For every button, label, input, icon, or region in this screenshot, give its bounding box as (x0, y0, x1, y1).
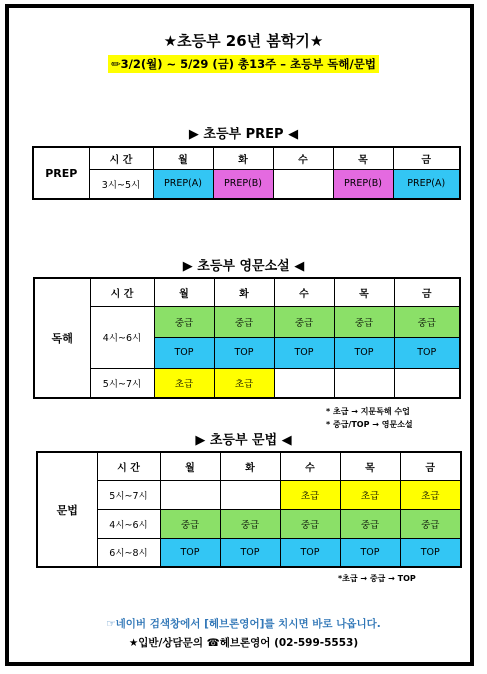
class-cell: 초급 (400, 480, 461, 509)
col-header-tue: 화 (213, 147, 273, 169)
class-cell: TOP (214, 337, 274, 368)
class-cell: 중급 (160, 509, 220, 538)
grammar-table (36, 451, 462, 568)
col-header-thu: 목 (340, 452, 400, 480)
contact-line: ★입반/상담문의 ☎헤브론영어 (02-599-5553) (128, 637, 359, 649)
term-subtitle: ✏3/2(월) ~ 5/29 (금) 총13주 – 초등부 독해/문법 (108, 55, 379, 73)
col-header-wed: 수 (273, 147, 333, 169)
page-title: ★초등부 26년 봄학기★ (163, 32, 324, 50)
col-header-tue: 화 (214, 278, 274, 306)
col-header-time: 시 간 (97, 452, 160, 480)
class-cell: 중급 (340, 509, 400, 538)
time-cell: 5시~7시 (90, 368, 154, 398)
time-cell: 3시~5시 (89, 169, 153, 199)
time-cell: 6시~8시 (97, 538, 160, 567)
class-cell: 초급 (280, 480, 340, 509)
reading-table (33, 277, 461, 399)
prep-table (32, 146, 461, 200)
class-cell: TOP (394, 337, 460, 368)
class-cell: TOP (280, 538, 340, 567)
class-cell: PREP(B) (213, 169, 273, 199)
empty-cell (274, 368, 334, 398)
class-cell: PREP(B) (333, 169, 393, 199)
class-cell: TOP (220, 538, 280, 567)
empty-cell (160, 480, 220, 509)
empty-cell (394, 368, 460, 398)
class-cell: 중급 (154, 306, 214, 337)
col-header-mon: 월 (160, 452, 220, 480)
col-header-tue: 화 (220, 452, 280, 480)
grammar-note: *초급 → 중급 → TOP (338, 574, 416, 583)
reading-label: 독해 (34, 278, 90, 398)
empty-cell (220, 480, 280, 509)
class-cell: TOP (274, 337, 334, 368)
class-cell: 초급 (340, 480, 400, 509)
col-header-thu: 목 (333, 147, 393, 169)
col-header-time: 시 간 (90, 278, 154, 306)
col-header-time: 시 간 (89, 147, 153, 169)
col-header-fri: 금 (393, 147, 460, 169)
class-cell: 초급 (214, 368, 274, 398)
class-cell: TOP (340, 538, 400, 567)
grammar-heading: ▶ 초등부 문법 ◀ (195, 433, 292, 448)
col-header-wed: 수 (274, 278, 334, 306)
class-cell: 중급 (394, 306, 460, 337)
empty-cell (273, 169, 333, 199)
reading-heading: ▶ 초등부 영문소설 ◀ (182, 259, 305, 274)
col-header-mon: 월 (154, 278, 214, 306)
class-cell: 중급 (220, 509, 280, 538)
class-cell: PREP(A) (393, 169, 460, 199)
time-cell: 4시~6시 (90, 306, 154, 368)
class-cell: 중급 (280, 509, 340, 538)
class-cell: 초급 (154, 368, 214, 398)
col-header-fri: 금 (400, 452, 461, 480)
col-header-fri: 금 (394, 278, 460, 306)
class-cell: 중급 (400, 509, 461, 538)
class-cell: TOP (160, 538, 220, 567)
prep-heading: ▶ 초등부 PREP ◀ (188, 127, 299, 142)
class-cell: TOP (400, 538, 461, 567)
reading-note-1: * 초급 → 지문독해 수업 (326, 407, 410, 416)
class-cell: PREP(A) (153, 169, 213, 199)
col-header-thu: 목 (334, 278, 394, 306)
class-cell: TOP (154, 337, 214, 368)
search-guide: ☞네이버 검색창에서 [헤브론영어]를 치시면 바로 나옵니다. (106, 618, 381, 630)
class-cell: TOP (334, 337, 394, 368)
time-cell: 5시~7시 (97, 480, 160, 509)
class-cell: 중급 (274, 306, 334, 337)
col-header-wed: 수 (280, 452, 340, 480)
class-cell: 중급 (214, 306, 274, 337)
col-header-mon: 월 (153, 147, 213, 169)
grammar-label: 문법 (37, 452, 97, 567)
class-cell: 중급 (334, 306, 394, 337)
empty-cell (334, 368, 394, 398)
reading-note-2: * 중급/TOP → 영문소설 (326, 420, 413, 429)
prep-label: PREP (33, 147, 89, 199)
time-cell: 4시~6시 (97, 509, 160, 538)
